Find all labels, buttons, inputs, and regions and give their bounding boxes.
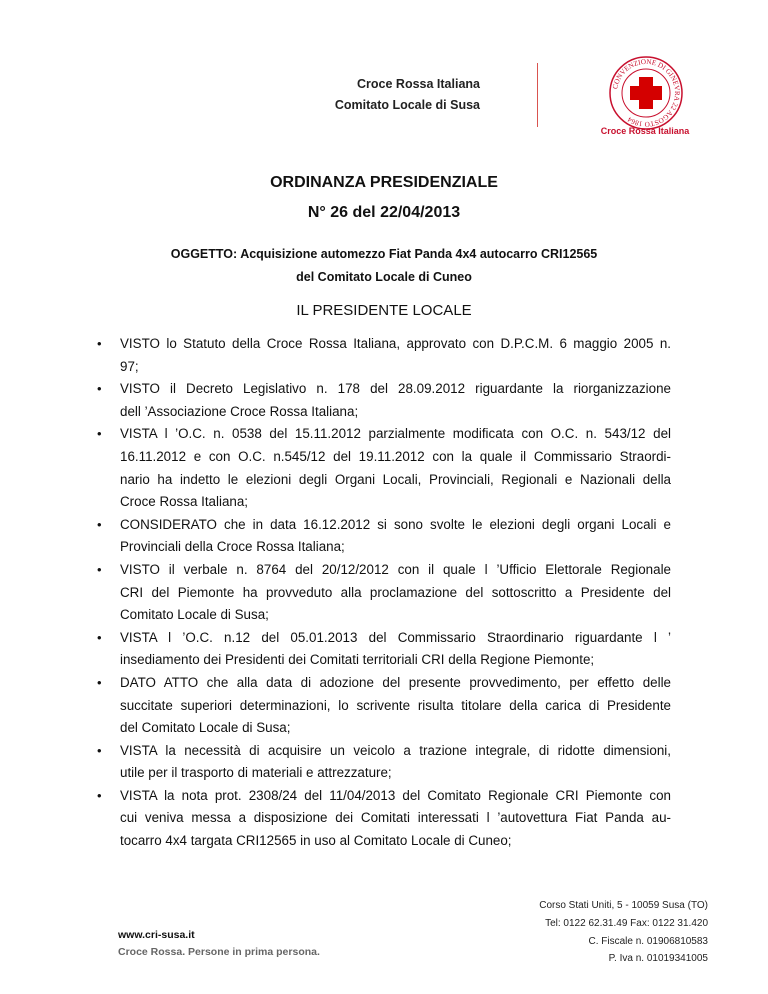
recital-item	[0, 740, 768, 785]
recitals-list	[0, 333, 768, 853]
footer-phone-fax: Tel: 0122 62.31.49 Fax: 0122 31.420	[545, 917, 708, 929]
recital-line: 97;	[120, 358, 139, 374]
recital-line: VISTA l ’O.C. n.12 del 05.01.2013 del Commissario Straordinario riguardante l ’	[120, 629, 671, 645]
bullet-icon: •	[97, 742, 102, 758]
document-number: N° 26 del 22/04/2013	[307, 204, 461, 221]
recital-line: VISTO il Decreto Legislativo n. 178 del 28.09.2012 riguardante la riorganizzazione	[120, 381, 671, 397]
recital-item	[0, 423, 768, 513]
recital-line: dell ’Associazione Croce Rossa Italiana;	[120, 403, 359, 419]
red-cross-seal-logo	[608, 55, 684, 131]
recital-line: VISTO il verbale n. 8764 del 20/12/2012 con il quale l ’Ufficio Elettorale Regionale	[120, 561, 671, 577]
recital-line: insediamento dei Presidenti dei Comitati territoriali CRI della Regione Piemonte;	[120, 652, 595, 668]
bullet-icon: •	[97, 516, 102, 532]
document-title: ORDINANZA PRESIDENZIALE	[270, 174, 498, 191]
subject-line-1: OGGETTO: Acquisizione automezzo Fiat Panda 4x4 autocarro CRI12565	[170, 247, 598, 261]
footer-tax-code: C. Fiscale n. 01906810583	[588, 935, 708, 947]
footer-contacts	[539, 897, 708, 968]
recital-line: utile per il trasporto di materiali e attrezzature;	[120, 765, 392, 781]
recital-line: Provinciali della Croce Rossa Italiana;	[120, 539, 345, 555]
section-heading: IL PRESIDENTE LOCALE	[296, 302, 472, 319]
recital-item	[0, 672, 768, 740]
bullet-icon: •	[97, 561, 102, 577]
footer-tagline: Croce Rossa. Persone in prima persona.	[118, 946, 320, 958]
bullet-icon: •	[97, 381, 102, 397]
recital-line: VISTO lo Statuto della Croce Rossa Italiana, approvato con D.P.C.M. 6 maggio 2005 n.	[120, 336, 671, 351]
recital-item	[0, 785, 768, 853]
recital-line: cui veniva messa a disposizione dei Comitati interessati l ’autovettura Fiat Panda au-	[120, 810, 671, 826]
bullet-icon: •	[97, 426, 102, 442]
recital-item	[0, 333, 768, 378]
footer-address: Corso Stati Uniti, 5 - 10059 Susa (TO)	[539, 900, 708, 911]
recital-line: del Comitato Locale di Susa;	[120, 720, 291, 736]
recital-line: VISTA la nota prot. 2308/24 del 11/04/2013 del Comitato Regionale CRI Piemonte con	[120, 787, 671, 803]
recital-line: VISTA l ’O.C. n. 0538 del 15.11.2012 parzialmente modificata con O.C. n. 543/12 del	[120, 426, 671, 442]
logo-caption: Croce Rossa Italiana	[600, 126, 690, 136]
recital-item	[0, 378, 768, 423]
recital-line: Croce Rossa Italiana;	[120, 494, 249, 510]
recital-line: nario ha indetto le elezioni degli Organi Locali, Provinciali, Regionali e Nazionali della	[120, 471, 671, 487]
bullet-icon: •	[97, 336, 102, 351]
recital-item	[0, 559, 768, 627]
recital-line: succitate superiori determinazioni, lo scrivente risulta titolare della carica di Presidente	[120, 697, 671, 713]
recital-line: CRI del Piemonte ha provveduto alla proclamazione del sottoscritto a Presidente del	[120, 584, 671, 600]
recital-line: 16.11.2012 e con O.C. n.545/12 del 19.11.2012 con la quale il Commissario Straordi-	[120, 448, 671, 464]
recital-item	[0, 514, 768, 559]
recital-line: tocarro 4x4 targata CRI12565 in uso al Comitato Locale di Cuneo;	[120, 833, 512, 849]
recital-line: VISTA la necessità di acquisire un veicolo a trazione integrale, di ridotte dimensioni,	[120, 742, 671, 758]
bullet-icon: •	[97, 629, 102, 645]
header-divider	[537, 63, 538, 127]
footer-vat: P. Iva n. 01019341005	[608, 953, 708, 965]
recital-line: Comitato Locale di Susa;	[120, 607, 269, 623]
recital-line: DATO ATTO che alla data di adozione del presente provvedimento, per effetto delle	[120, 674, 671, 690]
footer-website[interactable]: www.cri-susa.it	[118, 929, 195, 941]
bullet-icon: •	[97, 674, 102, 690]
recital-line: CONSIDERATO che in data 16.12.2012 si sono svolte le elezioni degli organi Locali e	[120, 516, 671, 532]
org-name: Croce Rossa Italiana	[357, 77, 480, 91]
recital-item	[0, 627, 768, 672]
svg-text:CONVENZIONE DI GINEVRA 22 AGOS: CONVENZIONE DI GINEVRA 22 AGOSTO 1864	[611, 57, 682, 129]
bullet-icon: •	[97, 787, 102, 803]
subject-line-2: del Comitato Locale di Cuneo	[296, 270, 472, 284]
committee-name: Comitato Locale di Susa	[334, 98, 480, 112]
